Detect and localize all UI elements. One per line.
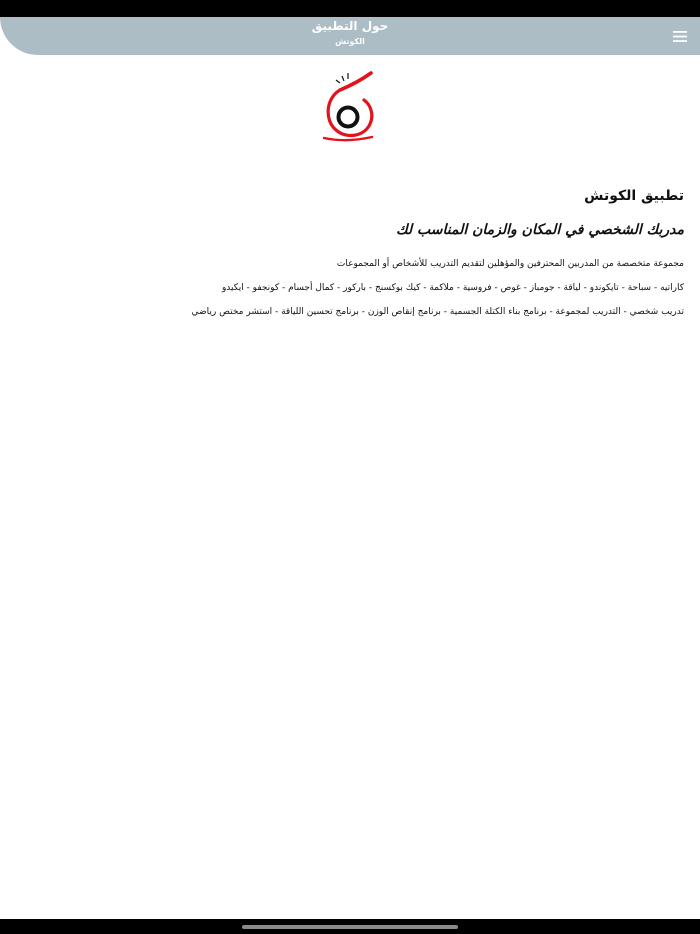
status-bar [0, 0, 700, 17]
app-title: تطبيق الكوتش [584, 188, 684, 204]
app-logo [318, 70, 382, 144]
menu-button[interactable] [670, 27, 690, 45]
home-bar [0, 919, 700, 934]
page-subtitle: الكوتش [335, 37, 365, 46]
app-tagline: مدربك الشخصي في المكان والزمان المناسب لك [396, 222, 684, 238]
hamburger-menu-icon [673, 31, 687, 42]
about-content [190, 184, 684, 324]
description-text: مجموعة متخصصة من المدربين المحترفين والمؤهلين لتقديم التدريب للأشخاص أو المجموعات [336, 259, 684, 269]
home-indicator[interactable] [242, 925, 458, 929]
sports-list-text: كاراتيه - سباحة - تايكوندو - لياقة - جومباز - غوص - فروسية - ملاكمة - كيك بوكسنج - باركور - كمال أجسام - كونجفو - ايكيدو [221, 283, 684, 293]
app-header [0, 17, 700, 55]
programs-list-text: تدريب شخصي - التدريب لمجموعة - برنامج بناء الكتلة الجسمية - برنامج إنقاص الوزن - برنامج تحسين اللياقة - استشر مختص رياضي [191, 307, 684, 317]
page-title: حول التطبيق [311, 19, 389, 33]
